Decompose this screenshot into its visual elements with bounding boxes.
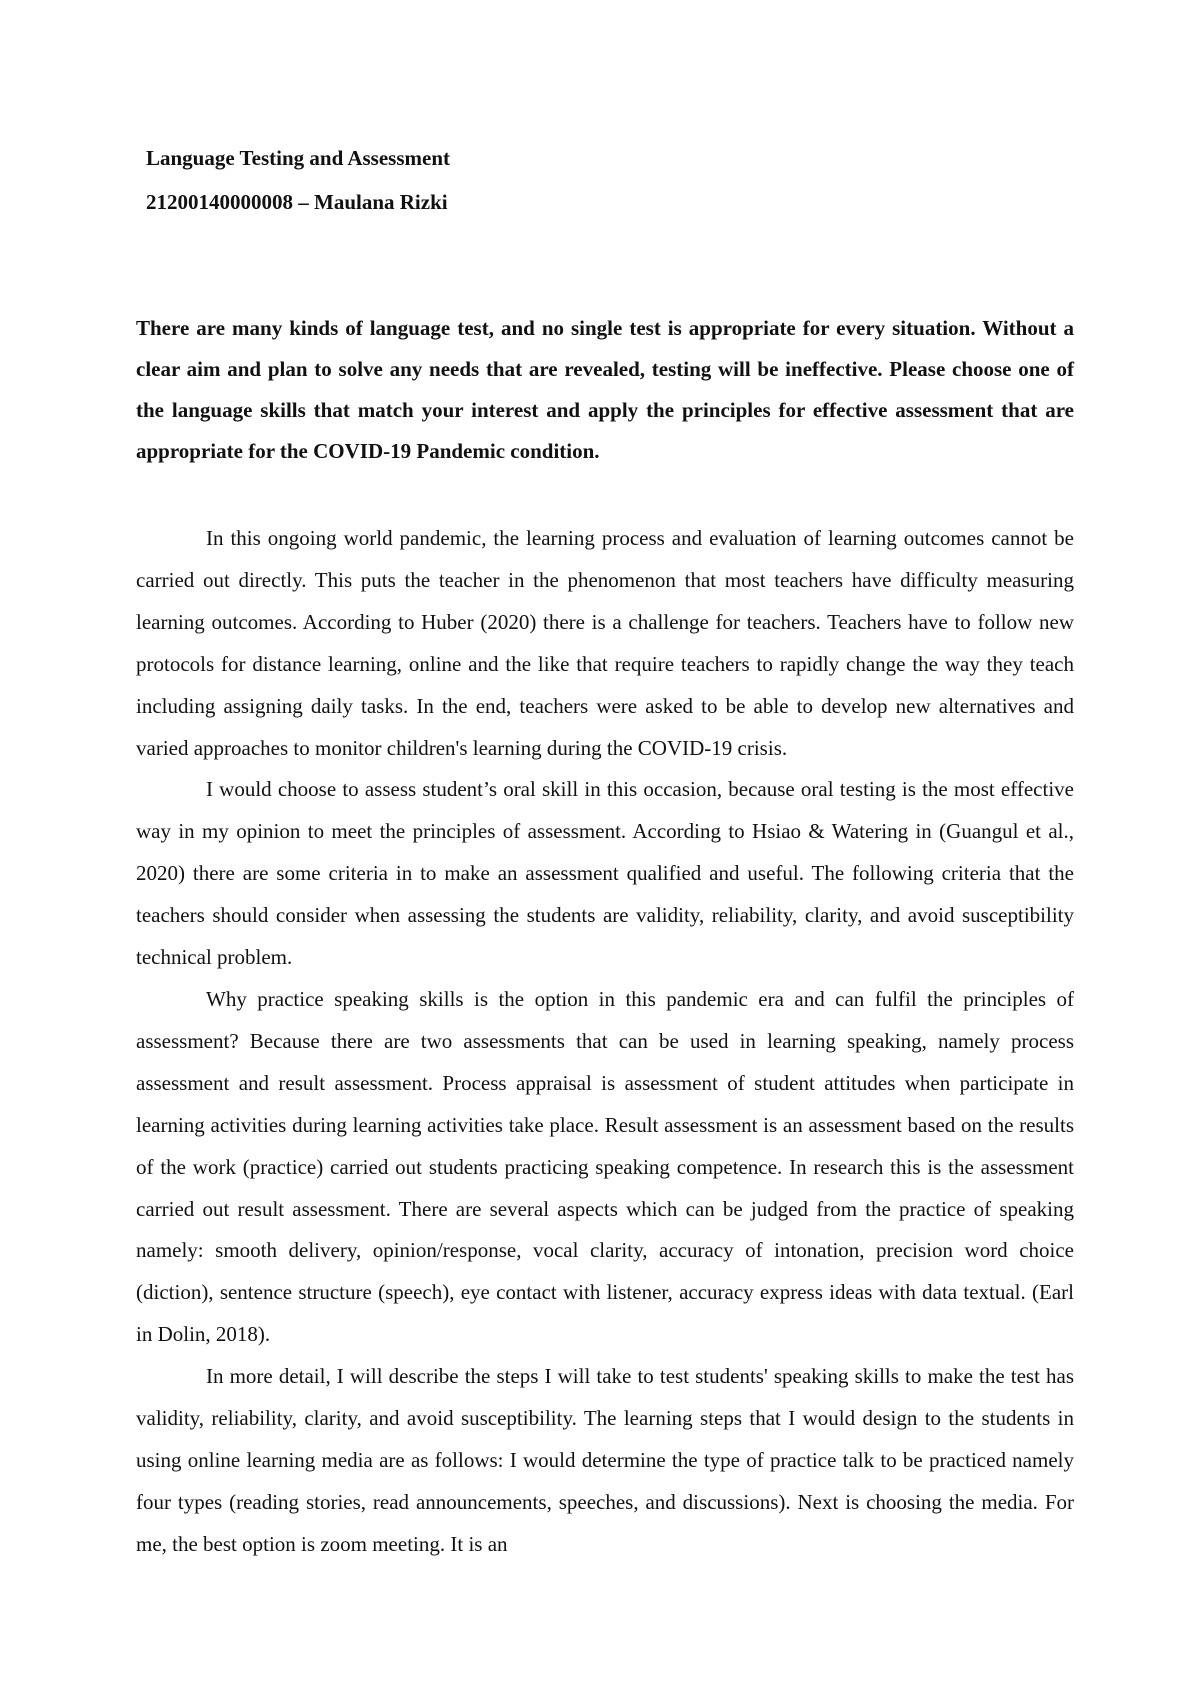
assignment-prompt: There are many kinds of language test, and no single test is appropriate for every situation. Without a clear aim and plan to solve any needs that are revealed, testing will be ineffective. Please choose one of the language skills that match your interest and apply the principles for effective assessment that are appropriate for the COVID-19 Pandemic condition. [136,316,1074,463]
paragraph: In more detail, I will describe the steps I will take to test students' speaking skills to make the test has validity, reliability, clarity, and avoid susceptibility. The learning steps that I would design to the students in using online learning media are as follows: I would determine the type of practice talk to be practiced namely four types (reading stories, read announcements, speeches, and discussions). Next is choosing the media. For me, the best option is zoom meeting. It is an [136,1364,1074,1556]
course-title: Language Testing and Assessment [146,146,450,170]
paragraph: In this ongoing world pandemic, the learning process and evaluation of learning outcomes cannot be carried out directly. This puts the teacher in the phenomenon that most teachers have difficulty measuring learning outcomes. According to Huber (2020) there is a challenge for teachers. Teachers have to follow new protocols for distance learning, online and the like that require teachers to rapidly change the way they teach including assigning daily tasks. In the end, teachers were asked to be able to develop new alternatives and varied approaches to monitor children's learning during the COVID-19 crisis. [136,526,1074,760]
paragraph: Why practice speaking skills is the option in this pandemic era and can fulfil the principles of assessment? Because there are two assessments that can be used in learning speaking, namely process assessment and result assessment. Process appraisal is assessment of student attitudes when participate in learning activities during learning activities take place. Result assessment is an assessment based on the results of the work (practice) carried out students practicing speaking competence. In research this is the assessment carried out result assessment. There are several aspects which can be judged from the practice of speaking namely: smooth delivery, opinion/response, vocal clarity, accuracy of intonation, precision word choice (diction), sentence structure (speech), eye contact with listener, accuracy express ideas with data textual. (Earl in Dolin, 2018). [136,986,1074,1347]
student-id-name: 21200140000008 – Maulana Rizki [146,190,448,214]
essay-body [136,518,1074,1566]
paragraph: I would choose to assess student’s oral skill in this occasion, because oral testing is the most effective way in my opinion to meet the principles of assessment. According to Hsiao & Watering in (Guangul et al., 2020) there are some criteria in to make an assessment qualified and useful. The following criteria that the teachers should consider when assessing the students are validity, reliability, clarity, and avoid susceptibility technical problem. [136,777,1074,970]
